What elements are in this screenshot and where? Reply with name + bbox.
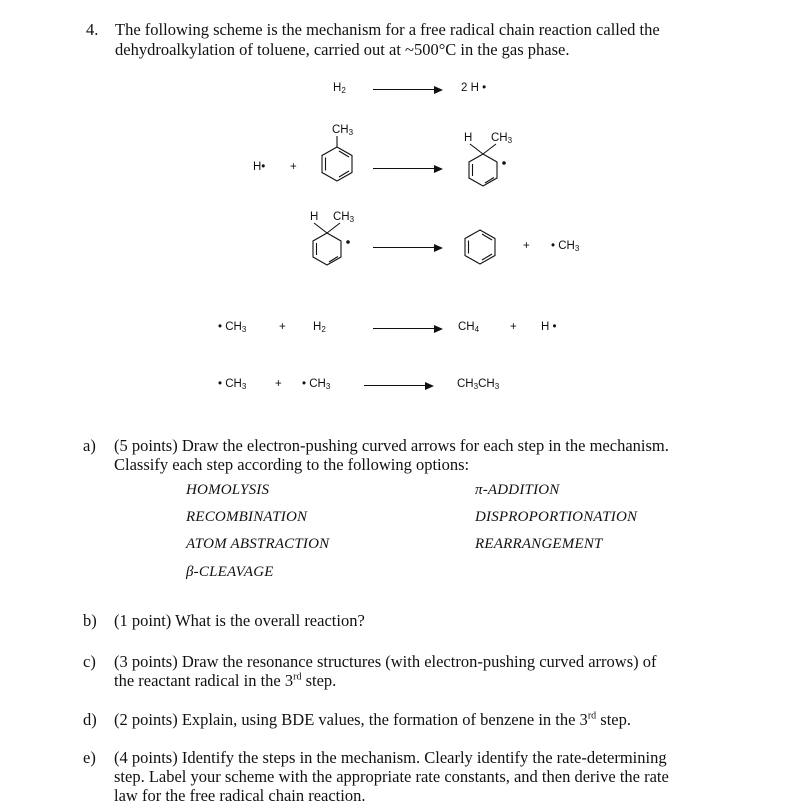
step4-methane: $CH_4$ <box>458 321 480 334</box>
step5-methyl-radical-1: • $CH_3$ <box>218 378 247 391</box>
step2-plus: + <box>290 161 297 173</box>
part-a-label: a) <box>83 436 96 455</box>
step3-reactant-h: H <box>310 211 319 223</box>
cyclohexadienyl-radical-2 <box>307 221 357 271</box>
question-number: 4. <box>86 20 99 39</box>
step5-ethane: $CH_3CH_3$ <box>457 378 500 391</box>
option-rearrangement: REARRANGEMENT <box>475 536 603 552</box>
part-e-line-3: law for the free radical chain reaction. <box>114 786 366 805</box>
option-recombination: RECOMBINATION <box>186 509 308 525</box>
part-c <box>83 652 723 692</box>
part-c-line-2: the reactant radical in the 3rd step. <box>114 671 337 690</box>
part-d-text: (2 points) Explain, using BDE values, the formation of benzene in the 3rd step. <box>114 710 631 729</box>
step5-plus: + <box>275 378 282 390</box>
step4-plus-1: + <box>279 321 286 333</box>
part-a-line-1: (5 points) Draw the electron-pushing curved arrows for each step in the mechanism. <box>114 436 669 455</box>
part-e <box>83 748 723 808</box>
step1-arrow <box>373 89 441 90</box>
part-c-line-1: (3 points) Draw the resonance structures (with electron-pushing curved arrows) of <box>114 652 657 671</box>
step2-arrow <box>373 168 441 169</box>
toluene-structure <box>317 136 357 190</box>
step2-h-radical: H• <box>253 161 266 173</box>
step1-product: 2 H • <box>461 82 487 94</box>
benzene-structure <box>460 229 500 265</box>
part-e-label: e) <box>83 748 96 767</box>
step3-arrow <box>373 247 441 248</box>
step4-methyl-radical: • $CH_3$ <box>218 321 247 334</box>
step3-reactant-ch3: $CH_3$ <box>333 211 355 224</box>
part-a <box>83 436 723 476</box>
toluene-ch3: $CH_3$ <box>332 124 354 137</box>
step2-product-ch3: $CH_3$ <box>491 132 513 145</box>
part-d <box>83 710 723 730</box>
option-pi-addition: π-ADDITION <box>475 482 560 498</box>
intro-line-1: The following scheme is the mechanism for a free radical chain reaction called the <box>115 20 660 39</box>
step4-h-radical: H • <box>541 321 557 333</box>
part-b-text: (1 point) What is the overall reaction? <box>114 611 365 630</box>
option-beta-cleavage: β-CLEAVAGE <box>186 564 274 580</box>
step5-methyl-radical-2: • $CH_3$ <box>302 378 331 391</box>
option-disproportionation: DISPROPORTIONATION <box>475 509 638 525</box>
part-a-line-2: Classify each step according to the following options: <box>114 455 470 474</box>
option-homolysis: HOMOLYSIS <box>186 482 270 498</box>
step1-reactant: $H_2$ <box>333 82 346 95</box>
step2-product-h: H <box>464 132 473 144</box>
part-b <box>83 611 723 631</box>
step5-arrow <box>364 385 432 386</box>
part-b-label: b) <box>83 611 97 630</box>
intro-line-2: dehydroalkylation of toluene, carried out at ~500°C in the gas phase. <box>115 40 570 59</box>
step4-plus-2: + <box>510 321 517 333</box>
option-atom-abstraction: ATOM ABSTRACTION <box>186 536 330 552</box>
part-e-line-2: step. Label your scheme with the appropriate rate constants, and then derive the rate <box>114 767 669 786</box>
step3-methyl-radical: • $CH_3$ <box>551 240 580 253</box>
part-c-label: c) <box>83 652 96 671</box>
part-e-line-1: (4 points) Identify the steps in the mechanism. Clearly identify the rate-determining <box>114 748 667 767</box>
step3-plus: + <box>523 240 530 252</box>
step4-arrow <box>373 328 441 329</box>
cyclohexadienyl-radical-1 <box>463 142 513 192</box>
step4-h2: $H_2$ <box>313 321 326 334</box>
part-d-label: d) <box>83 710 97 729</box>
